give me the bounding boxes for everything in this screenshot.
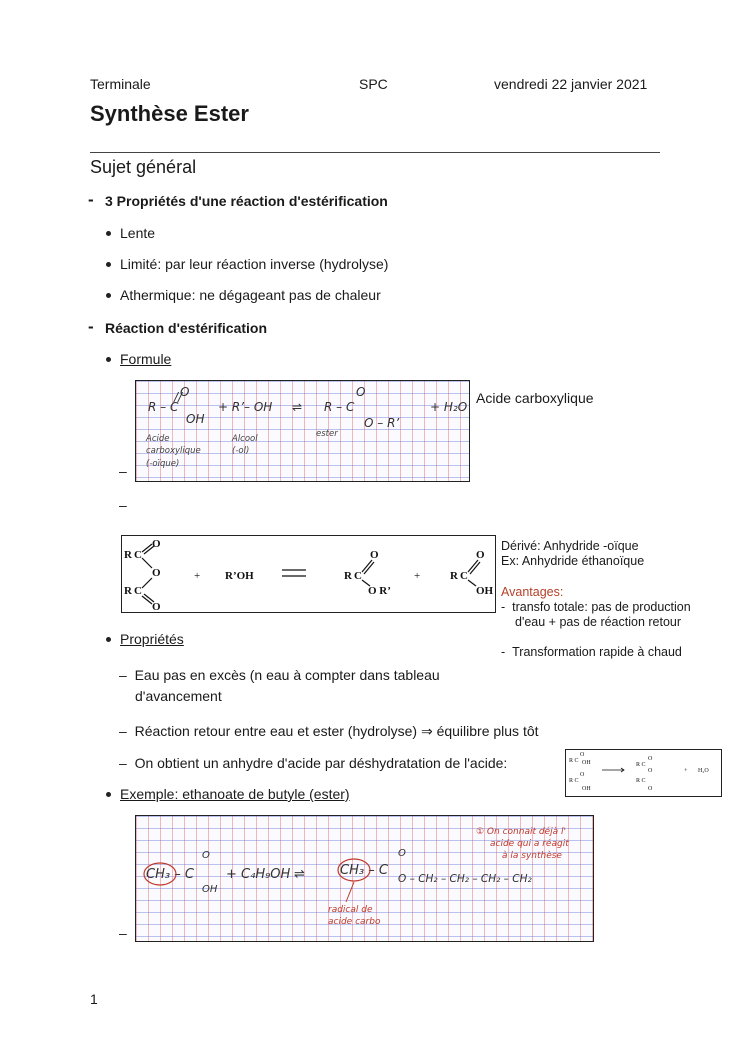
- svg-text:O – CH₂ – CH₂ – CH₂ – CH₂: O – CH₂ – CH₂ – CH₂ – CH₂: [398, 873, 532, 885]
- list-item: Athermique: ne dégageant pas de chaleur: [106, 287, 381, 303]
- header-subject: SPC: [359, 76, 388, 92]
- svg-text:O – R’: O – R’: [364, 416, 400, 430]
- svg-text:carboxylique: carboxylique: [146, 446, 201, 456]
- svg-text:O: O: [476, 549, 485, 561]
- list-item: Limité: par leur réaction inverse (hydrolyse): [106, 256, 388, 272]
- handwritten-reaction-image: [135, 380, 470, 482]
- section-subtitle: Sujet général: [90, 157, 197, 177]
- svg-text:+ R’– OH: + R’– OH: [218, 400, 273, 414]
- section2-heading: Réaction d'estérification: [105, 320, 268, 336]
- svg-text:R – C: R – C: [148, 400, 179, 414]
- svg-text:R C: R C: [636, 762, 646, 768]
- anhydride-reaction-diagram: [121, 535, 496, 613]
- svg-text:R’OH: R’OH: [225, 570, 254, 582]
- avantage-item: - Transformation rapide à chaud: [501, 645, 682, 659]
- title-divider: [90, 152, 660, 153]
- svg-text:O: O: [356, 385, 366, 399]
- header-class: Terminale: [90, 76, 151, 92]
- svg-text:Alcool: Alcool: [232, 434, 258, 444]
- svg-text:O R’: O R’: [368, 585, 391, 597]
- derive-label: Dérivé: Anhydride -oïque: [501, 539, 639, 553]
- exemple-label: Exemple: ethanoate de butyle (ester): [106, 786, 350, 802]
- dash: –: [119, 463, 127, 479]
- acide-label: Acide carboxylique: [476, 390, 594, 406]
- dash: –: [119, 925, 127, 941]
- list-item: Lente: [106, 225, 155, 241]
- svg-text:R: R: [344, 570, 352, 582]
- svg-text:R: R: [124, 585, 132, 597]
- svg-text:Acide: Acide: [146, 434, 170, 444]
- header-date: vendredi 22 janvier 2021: [494, 76, 648, 92]
- svg-text:R C: R C: [636, 778, 646, 784]
- svg-text:CH₃ – C: CH₃ – C: [146, 867, 194, 882]
- svg-text:O: O: [648, 786, 653, 792]
- svg-text:R: R: [124, 549, 132, 561]
- svg-text:O: O: [152, 601, 161, 612]
- svg-text:⇌: ⇌: [294, 867, 305, 882]
- avantage-item: - transfo totale: pas de production d'eau + pas de réaction retour: [501, 600, 691, 629]
- svg-text:⇌: ⇌: [292, 400, 303, 414]
- svg-text:ester: ester: [316, 429, 338, 439]
- svg-text:H₂O: H₂O: [698, 768, 709, 774]
- svg-text:acide carbo: acide carbo: [328, 917, 381, 927]
- svg-text:O: O: [152, 567, 161, 579]
- svg-text:① On connait déjà l': ① On connait déjà l': [476, 827, 566, 837]
- svg-text:OH: OH: [476, 585, 494, 597]
- dehydration-diagram: [565, 749, 722, 797]
- svg-text:O: O: [152, 538, 161, 550]
- svg-text:OH: OH: [202, 884, 218, 895]
- propriete-item: – Réaction retour entre eau et ester (hydrolyse) ⇒ équilibre plus tôt: [119, 723, 539, 739]
- svg-text:O: O: [648, 756, 653, 762]
- svg-text:acide qui a réagit: acide qui a réagit: [490, 839, 569, 849]
- section1-dash: -: [88, 190, 94, 209]
- svg-text:OH: OH: [582, 760, 591, 766]
- svg-text:+: +: [414, 570, 421, 582]
- page-title: Synthèse Ester: [90, 101, 249, 126]
- svg-text:R C: R C: [569, 778, 579, 784]
- svg-text:O: O: [202, 850, 210, 861]
- svg-text:C: C: [134, 585, 142, 597]
- svg-text:O: O: [580, 772, 585, 778]
- svg-text:C: C: [460, 570, 468, 582]
- svg-text:(-oïque): (-oïque): [146, 459, 180, 469]
- svg-text:O: O: [180, 385, 190, 399]
- svg-text:R: R: [450, 570, 458, 582]
- svg-text:O: O: [648, 768, 653, 774]
- svg-text:R C: R C: [569, 758, 579, 764]
- svg-text:R – C: R – C: [324, 400, 355, 414]
- svg-text:C: C: [354, 570, 362, 582]
- proprietes-label: Propriétés: [106, 631, 184, 647]
- svg-text:+ H₂O: + H₂O: [430, 400, 468, 414]
- svg-text:+ C₄H₉OH: + C₄H₉OH: [226, 867, 291, 882]
- section1-heading: 3 Propriétés d'une réaction d'estérification: [105, 193, 388, 209]
- propriete-item: – On obtient un anhydre d'acide par déshydratation de l'acide:: [119, 755, 508, 771]
- avantages-title: Avantages:: [501, 585, 564, 599]
- section2-dash: -: [88, 317, 94, 336]
- handwritten-example-image: [135, 815, 594, 942]
- example-label: Ex: Anhydride éthanoïque: [501, 554, 645, 568]
- svg-text://: //: [174, 390, 183, 404]
- svg-text:O: O: [398, 848, 406, 859]
- svg-text:+: +: [684, 768, 688, 774]
- svg-text:OH: OH: [186, 412, 205, 426]
- svg-text:O: O: [580, 752, 585, 758]
- svg-text:C: C: [134, 549, 142, 561]
- svg-text:à la synthèse: à la synthèse: [502, 851, 562, 861]
- dash: –: [119, 497, 127, 513]
- formule-label: Formule: [106, 351, 171, 367]
- svg-text:O: O: [370, 549, 379, 561]
- svg-text:CH₃ – C: CH₃ – C: [340, 863, 388, 878]
- page-number: 1: [90, 991, 98, 1007]
- svg-text:(-ol): (-ol): [232, 446, 250, 456]
- svg-text:radical de: radical de: [328, 905, 373, 915]
- propriete-item: – Eau pas en excès (n eau à compter dans tableau d'avancement: [119, 667, 440, 704]
- svg-text:OH: OH: [582, 786, 591, 792]
- svg-text:+: +: [194, 570, 201, 582]
